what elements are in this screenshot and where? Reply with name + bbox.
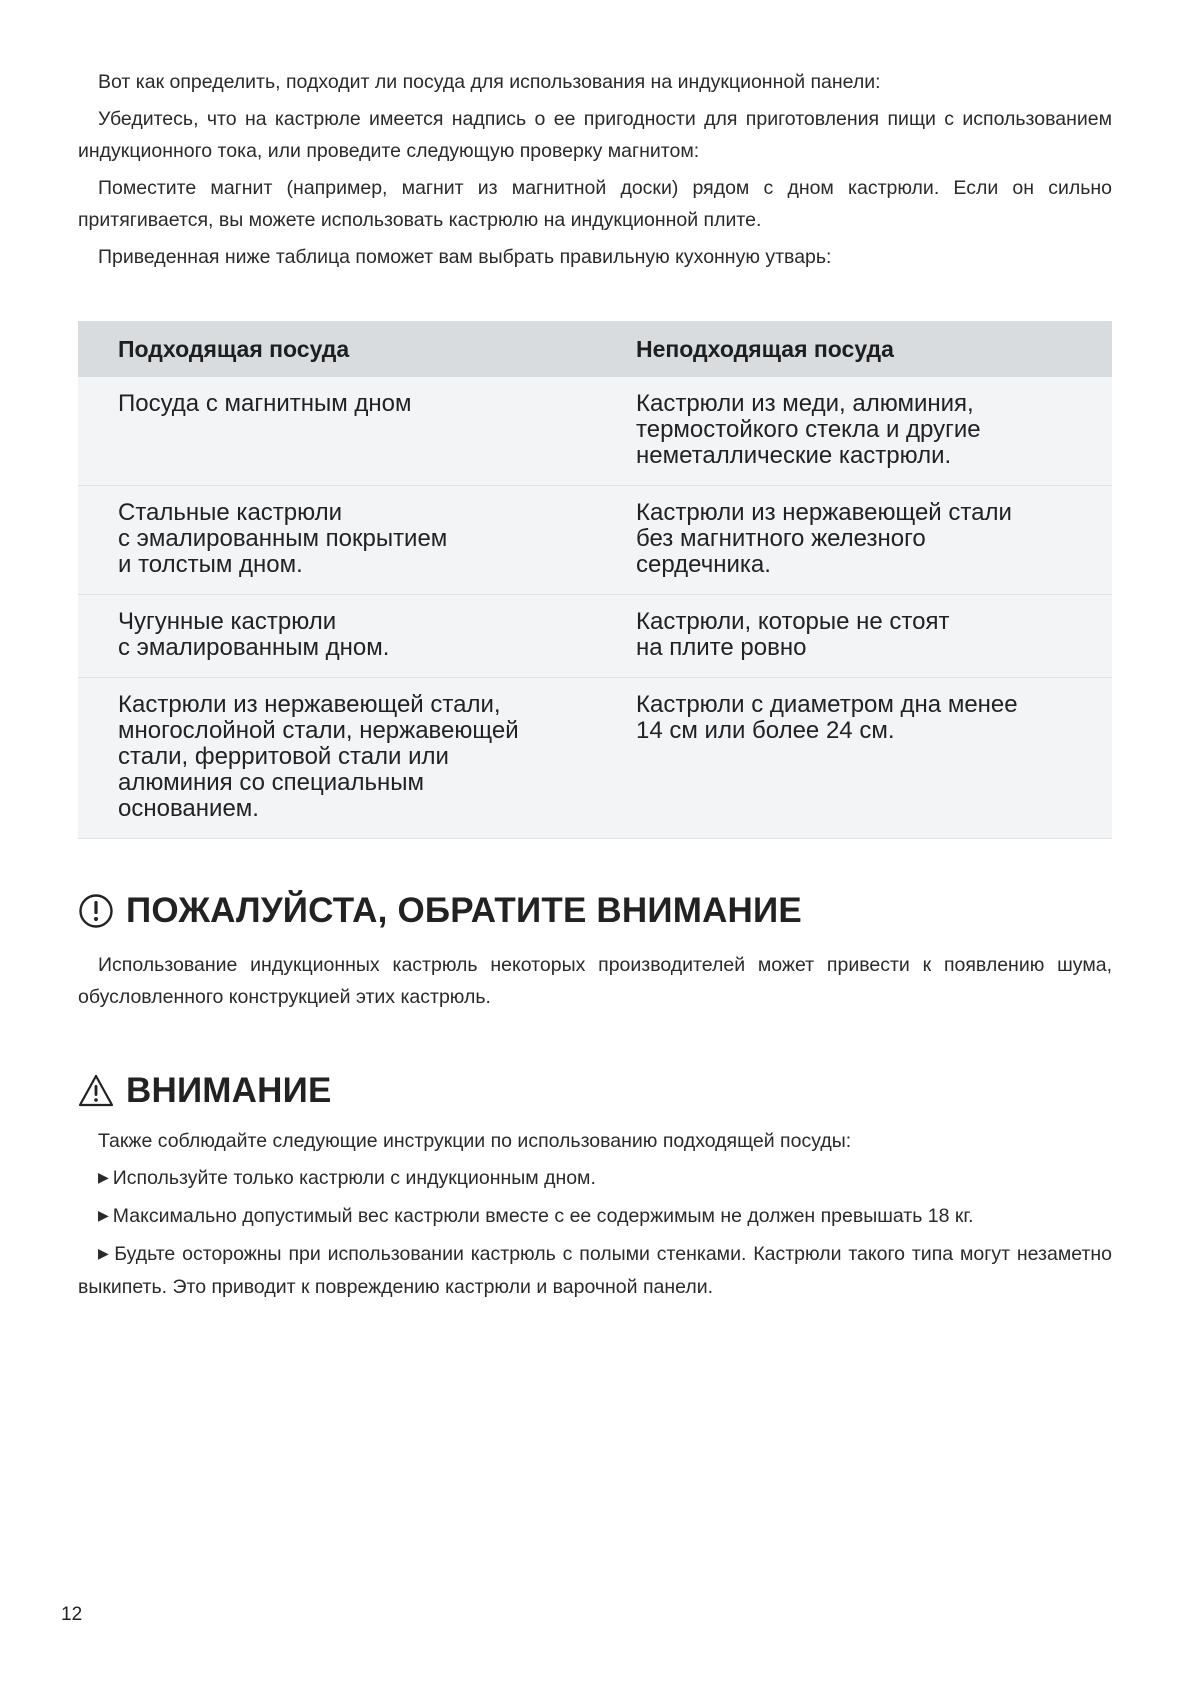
page-number: 12: [61, 1604, 83, 1625]
bullet-text: Будьте осторожны при использовании кастрюль с полыми стенками. Кастрюли такого типа могут незаметно выкипеть. Это приводит к повреждению кастрюли и варочной панели.: [78, 1243, 1112, 1298]
warning-intro: Также соблюдайте следующие инструкции по использованию подходящей посуды:: [98, 1130, 852, 1152]
table-cell: Кастрюли, которые не стоят на плите ровно: [596, 595, 1112, 678]
page-content: [78, 66, 1112, 1308]
exclamation-circle-icon: [78, 893, 114, 929]
table-cell: Кастрюли из нержавеющей стали без магнитного железного сердечника.: [596, 486, 1112, 595]
warning-triangle-icon: [78, 1073, 114, 1109]
warning-bullet: [78, 1200, 1112, 1233]
warning-heading: [78, 1071, 1112, 1111]
table-cell: Посуда с магнитным дном: [78, 377, 596, 486]
cookware-table: [78, 321, 1112, 839]
table-cell: Кастрюли с диаметром дна менее 14 см или более 24 см.: [596, 678, 1112, 839]
intro-paragraph-2: Убедитесь, что на кастрюле имеется надпись о ее пригодности для приготовления пищи с использованием индукционного тока, или проведите следующую проверку магнитом:: [78, 108, 1112, 162]
bullet-text: Используйте только кастрюли с индукционным дном.: [112, 1167, 596, 1189]
warning-bullet: [78, 1238, 1112, 1303]
table-cell: Кастрюли из меди, алюминия, термостойкого стекла и другие неметаллические кастрюли.: [596, 377, 1112, 486]
intro-paragraph-1: Вот как определить, подходит ли посуда для использования на индукционной панели:: [98, 71, 881, 93]
table-cell: Стальные кастрюли с эмалированным покрытием и толстым дном.: [78, 486, 596, 595]
warning-title: ВНИМАНИЕ: [126, 1071, 332, 1110]
bullet-text: Максимально допустимый вес кастрюли вместе с ее содержимым не должен превышать 18 кг.: [112, 1205, 974, 1227]
header-unsuitable: Неподходящая посуда: [596, 321, 1112, 377]
table-cell: Чугунные кастрюли с эмалированным дном.: [78, 595, 596, 678]
table-row: [78, 486, 1112, 595]
notice-text: Использование индукционных кастрюль некоторых производителей может привести к появлению шума, обусловленного конструкцией этих кастрюль.: [78, 954, 1112, 1008]
table-cell: Кастрюли из нержавеющей стали, многослойной стали, нержавеющей стали, ферритовой стали или алюминия со специальным основанием.: [78, 678, 596, 839]
table-row: [78, 377, 1112, 486]
table-row: [78, 678, 1112, 839]
intro-paragraph-3: Поместите магнит (например, магнит из магнитной доски) рядом с дном кастрюли. Если он сильно притягивается, вы можете использовать кастрюлю на индукционной плите.: [78, 177, 1112, 231]
table-header-row: [78, 321, 1112, 377]
intro-paragraph-4: Приведенная ниже таблица поможет вам выбрать правильную кухонную утварь:: [98, 246, 832, 268]
table-row: [78, 595, 1112, 678]
warning-bullet: [78, 1162, 1112, 1195]
notice-heading: [78, 891, 1112, 931]
notice-title: ПОЖАЛУЙСТА, ОБРАТИТЕ ВНИМАНИЕ: [126, 891, 802, 930]
header-suitable: Подходящая посуда: [78, 321, 596, 377]
